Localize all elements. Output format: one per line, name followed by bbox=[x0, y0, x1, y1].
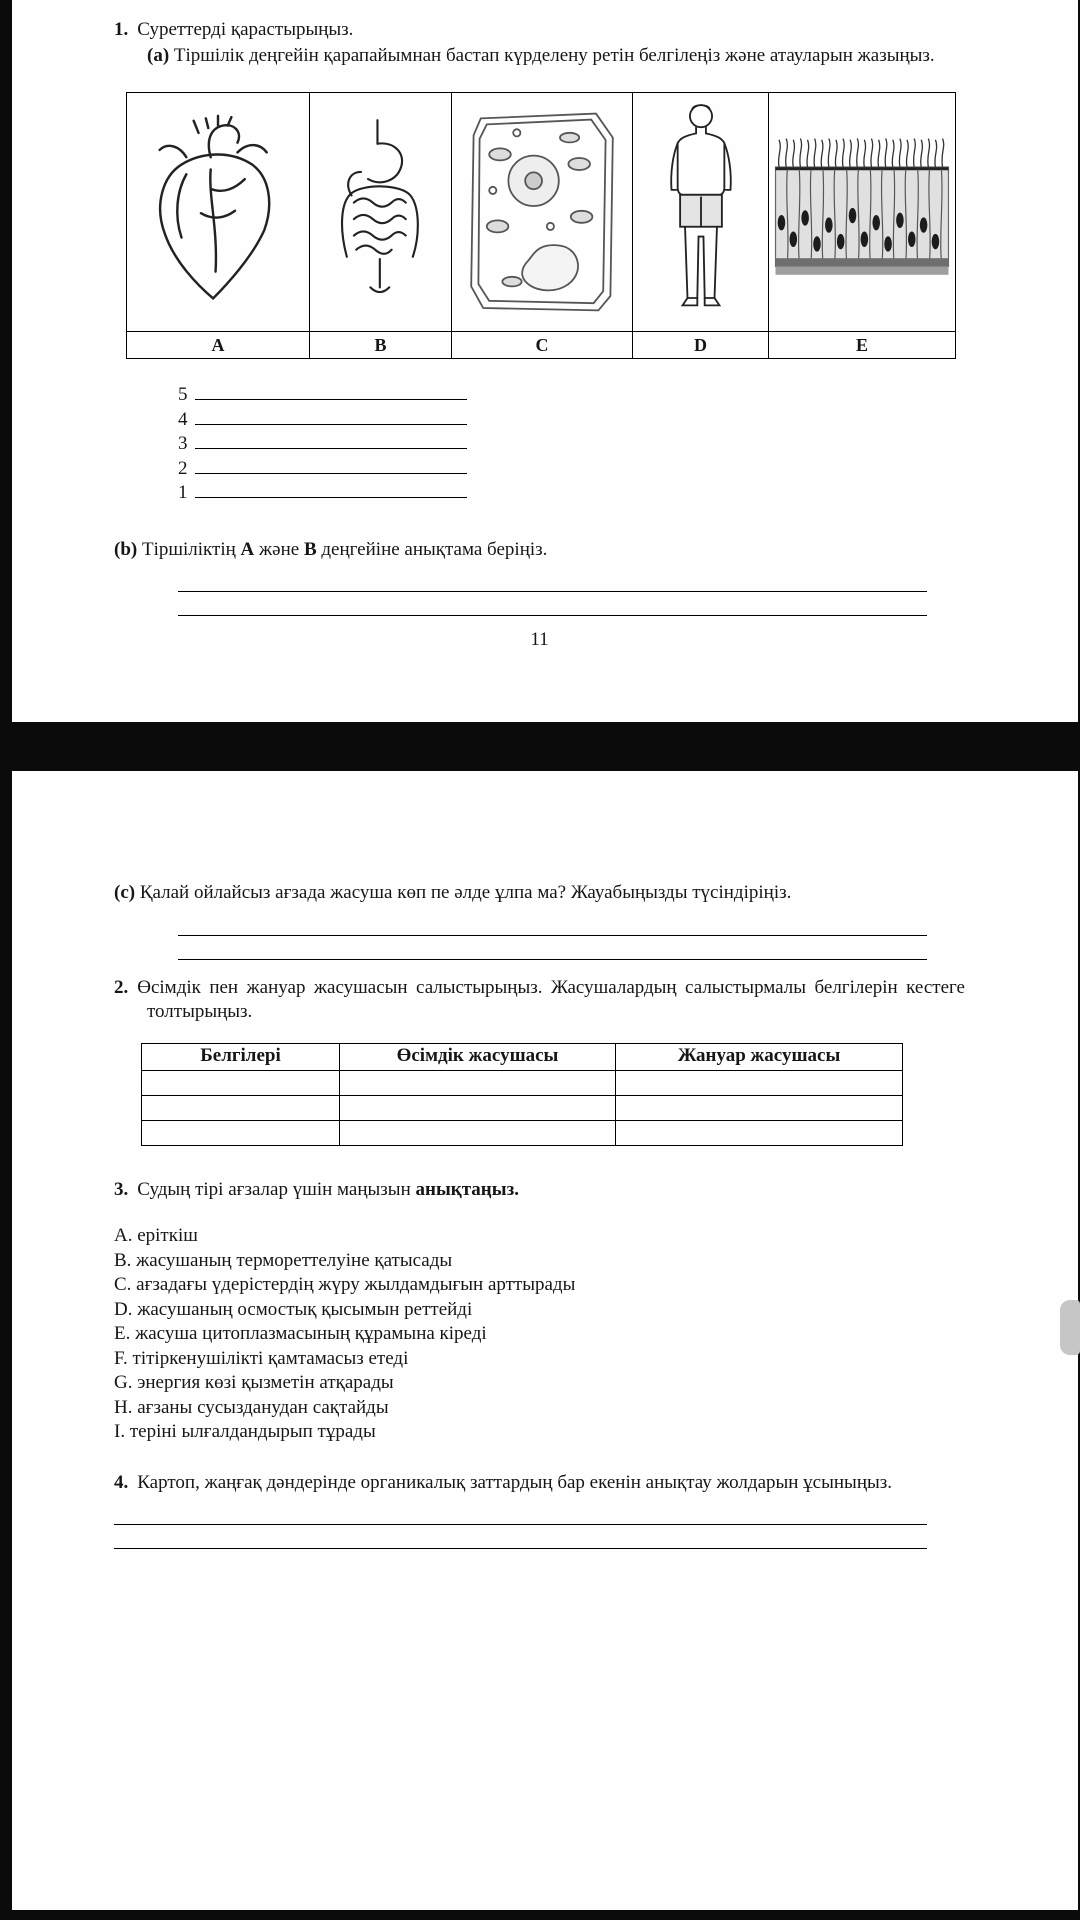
figure-cell-d bbox=[633, 93, 769, 332]
question-1c-text: Қалай ойлайсыз ағзада жасуша көп пе әлде ұлпа ма? Жауабыңызды түсіндіріңіз. bbox=[139, 882, 792, 903]
options-list bbox=[114, 1224, 965, 1445]
answer-blank-5-number: 5 bbox=[178, 384, 188, 405]
answer-blank-line bbox=[178, 936, 927, 960]
question-4 bbox=[114, 1471, 965, 1496]
human-figure-image bbox=[658, 101, 744, 323]
answer-blank-1 bbox=[178, 481, 965, 506]
figure-table bbox=[126, 92, 956, 359]
answer-blank-4 bbox=[178, 408, 965, 433]
figure-label-e: E bbox=[769, 332, 956, 359]
question-1b-text-mid: және bbox=[259, 538, 300, 560]
option-b: B. жасушаның терморeттелуіне қатысады bbox=[114, 1249, 453, 1271]
question-4-number: 4. bbox=[114, 1471, 129, 1493]
answer-blank-line bbox=[178, 912, 927, 936]
option-h: H. ағзаны сусызданудан сақтайды bbox=[114, 1396, 389, 1418]
figure-cell-c bbox=[452, 93, 633, 332]
figure-cell-a bbox=[127, 93, 310, 332]
answer-blank-line bbox=[195, 432, 467, 449]
question-1b bbox=[114, 538, 965, 563]
answer-blank-2 bbox=[178, 457, 965, 482]
answer-blank-line bbox=[195, 481, 467, 498]
figure-label-c: C bbox=[452, 332, 633, 359]
answer-blank-1-number: 1 bbox=[178, 482, 188, 503]
question-3-text: Судың тірі ағзалар үшін маңызын bbox=[137, 1178, 411, 1200]
scrollbar-thumb[interactable] bbox=[1060, 1300, 1080, 1355]
option-a: A. еріткіш bbox=[114, 1225, 198, 1246]
anatomical-heart-image bbox=[145, 114, 291, 310]
table-cell-empty bbox=[142, 1095, 340, 1120]
question-1-text: Суреттерді қарастырыңыз. bbox=[137, 19, 354, 40]
plant-cell-image bbox=[464, 106, 620, 318]
answer-blank-4-number: 4 bbox=[178, 408, 188, 430]
question-1b-text: Тіршіліктің bbox=[141, 538, 236, 560]
question-3-number: 3. bbox=[114, 1178, 129, 1200]
option-f: F. тітіркенушілікті қамтамасыз етеді bbox=[114, 1347, 409, 1369]
question-1c-label: (c) bbox=[114, 882, 136, 903]
table-cell-empty bbox=[340, 1095, 616, 1120]
question-2-number: 2. bbox=[114, 976, 129, 998]
digestive-system-image bbox=[328, 117, 434, 307]
option-d: D. жасушаның осмостық қысымын реттейді bbox=[114, 1298, 473, 1320]
table-header-animal-cell: Жануар жасушасы bbox=[616, 1043, 903, 1070]
answer-blank-line bbox=[195, 408, 467, 425]
answer-blank-5 bbox=[178, 383, 965, 408]
table-cell-empty bbox=[616, 1070, 903, 1095]
table-header-plant-cell: Өсімдік жасушасы bbox=[340, 1043, 616, 1070]
question-1b-text-end: деңгейіне анықтама беріңіз. bbox=[321, 538, 548, 560]
question-1-title bbox=[114, 18, 965, 43]
option-g: G. энергия көзі қызметін атқарады bbox=[114, 1372, 394, 1393]
table-cell-empty bbox=[142, 1070, 340, 1095]
level-b-ref: В bbox=[303, 538, 317, 560]
table-cell-empty bbox=[340, 1070, 616, 1095]
level-a-ref: А bbox=[240, 538, 255, 560]
table-cell-empty bbox=[142, 1120, 340, 1145]
figure-label-a: A bbox=[127, 332, 310, 359]
comparison-table bbox=[141, 1043, 903, 1146]
figure-label-b: B bbox=[310, 332, 452, 359]
page-number: 11 bbox=[530, 629, 549, 650]
answer-number-blanks bbox=[114, 383, 965, 506]
question-3 bbox=[114, 1178, 965, 1203]
answer-blank-3 bbox=[178, 432, 965, 457]
document-page-1 bbox=[12, 0, 1078, 722]
answer-blank-line bbox=[195, 457, 467, 474]
question-1c bbox=[114, 881, 965, 906]
document-page-2 bbox=[12, 771, 1078, 1910]
table-header-features: Белгілері bbox=[142, 1043, 340, 1070]
answer-blank-line bbox=[178, 592, 927, 616]
figure-cell-b bbox=[310, 93, 452, 332]
question-1a-label: (a) bbox=[147, 44, 170, 66]
answer-blank-line bbox=[114, 1525, 927, 1549]
question-1b-label: (b) bbox=[114, 538, 138, 560]
question-4-text: Картоп, жаңғақ дәндерінде органикалық заттардың бар екенін анықтау жолдарын ұсыныңыз. bbox=[137, 1471, 893, 1493]
option-i: I. теріні ылғалдандырып тұрады bbox=[114, 1421, 376, 1442]
question-2 bbox=[114, 976, 965, 1025]
table-cell-empty bbox=[616, 1120, 903, 1145]
question-1a bbox=[147, 44, 965, 69]
epithelial-tissue-image bbox=[773, 135, 951, 289]
question-3-bold: анықтаңыз. bbox=[415, 1178, 519, 1200]
table-row bbox=[142, 1070, 903, 1095]
table-row bbox=[142, 1095, 903, 1120]
answer-blank-line bbox=[114, 1501, 927, 1525]
question-1-number: 1. bbox=[114, 19, 129, 40]
option-c: C. ағзадағы үдерістердің жүру жылдамдығын арттырады bbox=[114, 1274, 576, 1295]
figure-label-d: D bbox=[633, 332, 769, 359]
answer-blank-3-number: 3 bbox=[178, 433, 188, 454]
figure-cell-e bbox=[769, 93, 956, 332]
answer-blank-2-number: 2 bbox=[178, 457, 188, 479]
question-2-text: Өсімдік пен жануар жасушасын салыстырыңыз. Жасушалардың салыстырмалы белгілерін кестеге толтырыңыз. bbox=[137, 976, 965, 1022]
option-e: E. жасуша цитоплазмасының құрамына кіреді bbox=[114, 1323, 487, 1344]
question-1a-text: Тіршілік деңгейін қарапайымнан бастап күрделену ретін белгілеңіз және атауларын жазыңыз. bbox=[173, 44, 935, 66]
answer-blank-line bbox=[178, 568, 927, 592]
table-cell-empty bbox=[616, 1095, 903, 1120]
answer-blank-line bbox=[195, 383, 467, 400]
table-row bbox=[142, 1120, 903, 1145]
table-cell-empty bbox=[340, 1120, 616, 1145]
